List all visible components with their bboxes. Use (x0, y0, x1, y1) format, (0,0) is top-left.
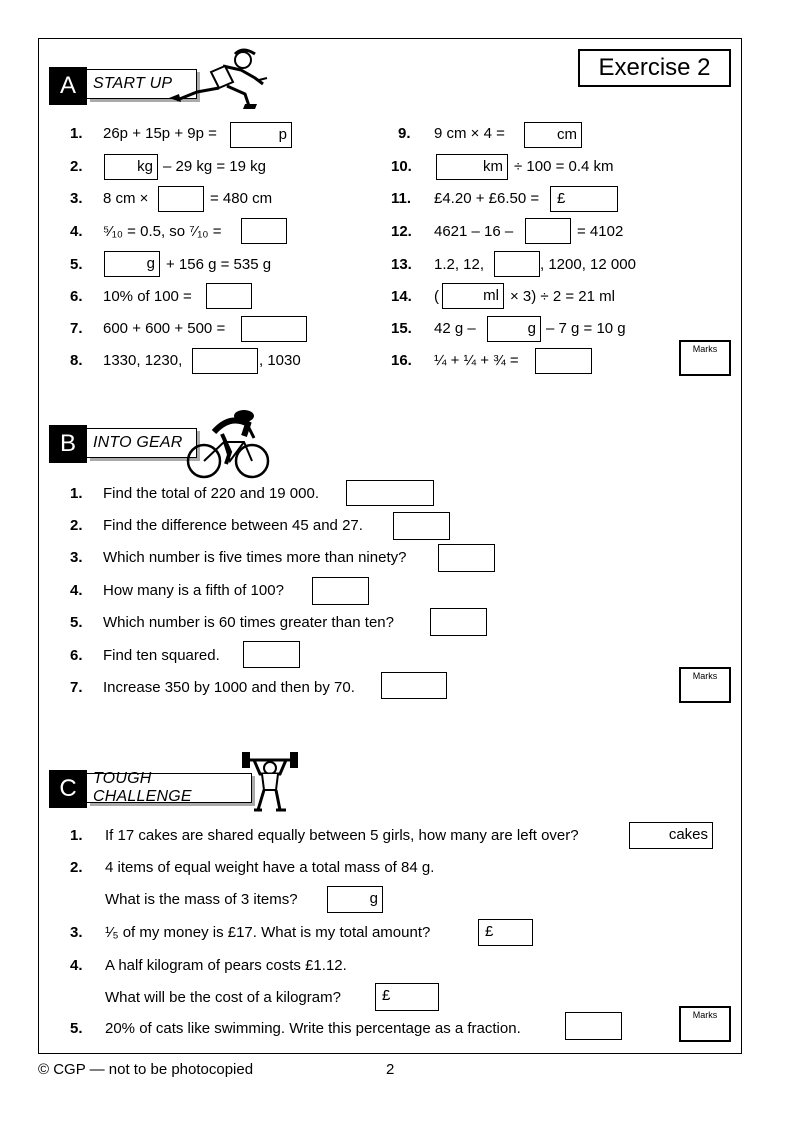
question-number: 9. (398, 125, 411, 142)
question-text: ¹⁄₅ of my money is £17. What is my total amount? (105, 924, 431, 941)
question-number: 2. (70, 158, 83, 175)
question-number: 15. (391, 320, 412, 337)
answer-box[interactable]: £ (478, 919, 533, 946)
page-number: 2 (386, 1061, 395, 1078)
question-text: , 1200, 12 000 (540, 256, 636, 273)
question-number: 5. (70, 614, 83, 631)
question-text: Find ten squared. (103, 647, 220, 664)
question-text: ÷ 100 = 0.4 km (514, 158, 614, 175)
question-text: – 29 kg = 19 kg (163, 158, 266, 175)
question-number: 6. (70, 647, 83, 664)
exercise-title: Exercise 2 (578, 49, 731, 87)
question-text: £4.20 + £6.50 = (434, 190, 540, 207)
answer-box[interactable] (438, 544, 495, 572)
cyclist-illustration (186, 406, 272, 480)
answer-box[interactable]: £ (375, 983, 439, 1011)
question-number: 5. (70, 256, 83, 273)
answer-box[interactable] (535, 348, 592, 374)
question-number: 3. (70, 924, 83, 941)
answer-box[interactable] (494, 251, 540, 277)
question-number: 16. (391, 352, 412, 369)
answer-box[interactable] (525, 218, 571, 244)
question-text: 42 g – (434, 320, 476, 337)
answer-box[interactable] (312, 577, 369, 605)
question-number: 6. (70, 288, 83, 305)
question-number: 2. (70, 517, 83, 534)
question-text: 600 + 600 + 500 = (103, 320, 226, 337)
question-text: Find the total of 220 and 19 000. (103, 485, 319, 502)
question-text: , 1030 (259, 352, 301, 369)
question-number: 14. (391, 288, 412, 305)
marks-box: Marks (679, 667, 731, 703)
question-number: 3. (70, 190, 83, 207)
question-text: 4 items of equal weight have a total mass of 84 g. (105, 859, 435, 876)
question-text: 8 cm × (103, 190, 149, 207)
question-number: 12. (391, 223, 412, 240)
answer-box[interactable]: g (104, 251, 160, 277)
answer-box[interactable] (565, 1012, 622, 1040)
answer-box[interactable]: ml (442, 283, 504, 309)
running-person-illustration (163, 48, 273, 110)
question-text: 1330, 1230, (103, 352, 183, 369)
question-number: 1. (70, 827, 83, 844)
section-a-title: START UP (87, 69, 197, 99)
question-text: – 7 g = 10 g (546, 320, 626, 337)
question-text: Increase 350 by 1000 and then by 70. (103, 679, 355, 696)
answer-box[interactable]: g (327, 886, 383, 913)
question-text: + 156 g = 535 g (166, 256, 272, 273)
question-number: 4. (70, 957, 83, 974)
question-number: 13. (391, 256, 412, 273)
question-text: How many is a fifth of 100? (103, 582, 284, 599)
answer-box[interactable] (243, 641, 300, 668)
question-text: 26p + 15p + 9p = (103, 125, 217, 142)
question-text: ( (434, 288, 439, 305)
answer-box[interactable] (393, 512, 450, 540)
answer-box[interactable] (381, 672, 447, 699)
question-number: 3. (70, 549, 83, 566)
question-number: 7. (70, 320, 83, 337)
answer-box[interactable]: km (436, 154, 508, 180)
copyright-notice: © CGP — not to be photocopied (38, 1061, 254, 1078)
question-text: A half kilogram of pears costs £1.12. (105, 957, 347, 974)
question-text: If 17 cakes are shared equally between 5 girls, how many are left over? (105, 827, 579, 844)
weightlifter-illustration (240, 748, 300, 814)
question-text: Which number is five times more than ninety? (103, 549, 407, 566)
section-b-letter: B (49, 425, 87, 463)
question-text: 1.2, 12, (434, 256, 485, 273)
marks-box: Marks (679, 1006, 731, 1042)
question-text: Find the difference between 45 and 27. (103, 517, 363, 534)
question-text: × 3) ÷ 2 = 21 ml (510, 288, 615, 305)
question-number: 4. (70, 223, 83, 240)
answer-box[interactable]: p (230, 122, 292, 148)
question-text: Which number is 60 times greater than ten? (103, 614, 394, 631)
question-text: 9 cm × 4 = (434, 125, 505, 142)
answer-box[interactable] (346, 480, 434, 506)
section-a-letter: A (49, 67, 87, 105)
question-number: 4. (70, 582, 83, 599)
answer-box[interactable] (206, 283, 252, 309)
question-number: 10. (391, 158, 412, 175)
answer-box[interactable] (430, 608, 487, 636)
answer-box[interactable] (158, 186, 204, 212)
answer-box[interactable] (241, 218, 287, 244)
question-subtext: What is the mass of 3 items? (105, 891, 298, 908)
question-text: 20% of cats like swimming. Write this percentage as a fraction. (105, 1020, 521, 1037)
answer-box[interactable]: cakes (629, 822, 713, 849)
question-number: 7. (70, 679, 83, 696)
question-text: = 480 cm (210, 190, 273, 207)
answer-box[interactable] (241, 316, 307, 342)
question-number: 1. (70, 485, 83, 502)
answer-box[interactable]: g (487, 316, 541, 342)
question-subtext: What will be the cost of a kilogram? (105, 989, 341, 1006)
marks-box: Marks (679, 340, 731, 376)
answer-box[interactable] (192, 348, 258, 374)
question-number: 5. (70, 1020, 83, 1037)
question-text: ⁵⁄₁₀ = 0.5, so ⁷⁄₁₀ = (103, 223, 222, 240)
answer-box[interactable]: kg (104, 154, 158, 180)
question-text: 4621 – 16 – (434, 223, 514, 240)
section-b-title: INTO GEAR (87, 428, 197, 458)
question-text: = 4102 (577, 223, 624, 240)
question-text: ¼ + ¼ + ¾ = (434, 352, 519, 369)
section-c-title: TOUGH CHALLENGE (87, 773, 252, 803)
question-number: 2. (70, 859, 83, 876)
question-number: 8. (70, 352, 83, 369)
question-number: 11. (391, 190, 412, 207)
section-c-letter: C (49, 770, 87, 808)
answer-box[interactable]: cm (524, 122, 582, 148)
question-text: 10% of 100 = (103, 288, 192, 305)
question-number: 1. (70, 125, 83, 142)
answer-box[interactable]: £ (550, 186, 618, 212)
